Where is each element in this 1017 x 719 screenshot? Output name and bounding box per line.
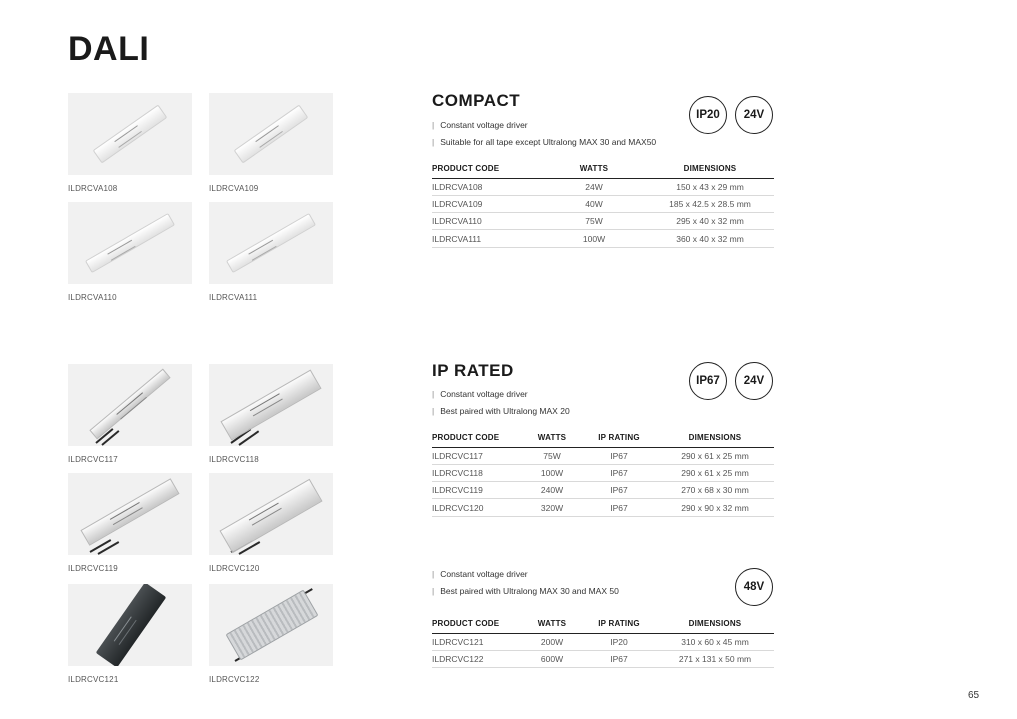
product-code-cell: ILDRCVC120 — [432, 499, 522, 516]
ip-rating-cell: IP67 — [582, 650, 656, 667]
table-header-row — [432, 429, 774, 447]
driver-icon — [220, 369, 321, 440]
ip-rating-cell: IP67 — [582, 464, 656, 481]
product-caption: ILDRCVA110 — [68, 293, 117, 302]
product-tile[interactable] — [68, 202, 192, 302]
driver-icon — [89, 369, 170, 440]
product-caption: ILDRCVA111 — [209, 293, 258, 302]
table-row — [432, 633, 774, 650]
product-caption: ILDRCVC119 — [68, 564, 118, 573]
ip-rating-cell: IP67 — [582, 499, 656, 516]
compact-spec-table — [432, 160, 774, 248]
table-header-row — [432, 615, 774, 633]
column-header: PRODUCT CODE — [432, 615, 522, 633]
product-tile[interactable] — [68, 364, 192, 464]
feature-bullet: | Best paired with Ultralong MAX 20 — [432, 406, 570, 416]
product-code-cell: ILDRCVC117 — [432, 447, 522, 464]
ip-rating-cell: IP67 — [582, 447, 656, 464]
product-image — [68, 473, 192, 555]
feature-bullet: | Constant voltage driver — [432, 389, 528, 399]
dimensions-cell: 290 x 90 x 32 mm — [656, 499, 774, 516]
driver-icon — [219, 479, 322, 554]
product-code-cell: ILDRCVA111 — [432, 230, 542, 247]
watts-cell: 24W — [542, 178, 646, 195]
watts-cell: 75W — [522, 447, 582, 464]
product-tile[interactable] — [209, 473, 333, 573]
product-code-cell: ILDRCVA108 — [432, 178, 542, 195]
product-caption: ILDRCVC121 — [68, 675, 119, 684]
column-header: PRODUCT CODE — [432, 160, 542, 178]
product-image — [209, 202, 333, 284]
product-image — [68, 584, 192, 666]
product-code-cell: ILDRCVC122 — [432, 650, 522, 667]
ip-rating-badge: IP20 — [689, 96, 727, 134]
feature-bullet: | Constant voltage driver — [432, 120, 528, 130]
dimensions-cell: 290 x 61 x 25 mm — [656, 464, 774, 481]
product-tile[interactable] — [68, 473, 192, 573]
product-caption: ILDRCVA108 — [68, 184, 118, 193]
column-header: IP RATING — [582, 429, 656, 447]
driver-icon — [226, 590, 319, 661]
table-row — [432, 195, 774, 212]
dimensions-cell: 270 x 68 x 30 mm — [656, 482, 774, 499]
driver-icon — [96, 584, 167, 666]
dimensions-cell: 295 x 40 x 32 mm — [646, 213, 774, 230]
dimensions-cell: 150 x 43 x 29 mm — [646, 178, 774, 195]
driver-icon — [226, 213, 316, 273]
product-image — [68, 202, 192, 284]
feature-bullet: | Suitable for all tape except Ultralong MAX 30 and MAX50 — [432, 137, 657, 147]
watts-cell: 75W — [542, 213, 646, 230]
48v-spec-table — [432, 615, 774, 668]
product-tile[interactable] — [209, 364, 333, 464]
watts-cell: 100W — [542, 230, 646, 247]
ip-rated-spec-table — [432, 429, 774, 517]
section-title-compact: COMPACT — [432, 91, 521, 110]
product-caption: ILDRCVC118 — [209, 455, 259, 464]
product-tile[interactable] — [209, 93, 333, 193]
watts-cell: 320W — [522, 499, 582, 516]
product-code-cell: ILDRCVC119 — [432, 482, 522, 499]
feature-bullet: | Best paired with Ultralong MAX 30 and MAX 50 — [432, 586, 619, 596]
column-header: DIMENSIONS — [656, 429, 774, 447]
driver-icon — [93, 105, 168, 164]
product-code-cell: ILDRCVA109 — [432, 195, 542, 212]
table-row — [432, 178, 774, 195]
voltage-badge: 48V — [735, 568, 773, 606]
product-image — [68, 364, 192, 446]
table-row — [432, 464, 774, 481]
table-row — [432, 482, 774, 499]
product-caption: ILDRCVC117 — [68, 455, 118, 464]
watts-cell: 100W — [522, 464, 582, 481]
product-code-cell: ILDRCVC121 — [432, 633, 522, 650]
column-header: WATTS — [522, 429, 582, 447]
product-tile[interactable] — [68, 584, 192, 684]
table-row — [432, 213, 774, 230]
dimensions-cell: 290 x 61 x 25 mm — [656, 447, 774, 464]
watts-cell: 240W — [522, 482, 582, 499]
voltage-badge: 24V — [735, 96, 773, 134]
table-header-row — [432, 160, 774, 178]
driver-icon — [85, 213, 175, 273]
watts-cell: 200W — [522, 633, 582, 650]
product-tile[interactable] — [209, 202, 333, 302]
column-header: IP RATING — [582, 615, 656, 633]
dimensions-cell: 271 x 131 x 50 mm — [656, 650, 774, 667]
voltage-badge: 24V — [735, 362, 773, 400]
watts-cell: 600W — [522, 650, 582, 667]
product-image — [68, 93, 192, 175]
feature-bullet: | Constant voltage driver — [432, 569, 528, 579]
product-caption: ILDRCVC122 — [209, 675, 260, 684]
table-row — [432, 650, 774, 667]
ip-rating-badge: IP67 — [689, 362, 727, 400]
table-row — [432, 499, 774, 516]
column-header: DIMENSIONS — [656, 615, 774, 633]
dimensions-cell: 310 x 60 x 45 mm — [656, 633, 774, 650]
column-header: DIMENSIONS — [646, 160, 774, 178]
product-code-cell: ILDRCVA110 — [432, 213, 542, 230]
dimensions-cell: 360 x 40 x 32 mm — [646, 230, 774, 247]
product-caption: ILDRCVA109 — [209, 184, 259, 193]
driver-icon — [80, 478, 179, 546]
driver-icon — [234, 105, 309, 164]
column-header: WATTS — [542, 160, 646, 178]
product-tile[interactable] — [209, 584, 333, 684]
column-header: WATTS — [522, 615, 582, 633]
section-title-ip-rated: IP RATED — [432, 361, 514, 380]
table-row — [432, 230, 774, 247]
page-title: DALI — [68, 30, 150, 68]
watts-cell: 40W — [542, 195, 646, 212]
table-row — [432, 447, 774, 464]
product-image — [209, 584, 333, 666]
product-caption: ILDRCVC120 — [209, 564, 260, 573]
column-header: PRODUCT CODE — [432, 429, 522, 447]
ip-rating-cell: IP20 — [582, 633, 656, 650]
page-number: 65 — [968, 690, 980, 701]
product-image — [209, 364, 333, 446]
dimensions-cell: 185 x 42.5 x 28.5 mm — [646, 195, 774, 212]
product-code-cell: ILDRCVC118 — [432, 464, 522, 481]
ip-rating-cell: IP67 — [582, 482, 656, 499]
product-tile[interactable] — [68, 93, 192, 193]
product-image — [209, 473, 333, 555]
product-image — [209, 93, 333, 175]
